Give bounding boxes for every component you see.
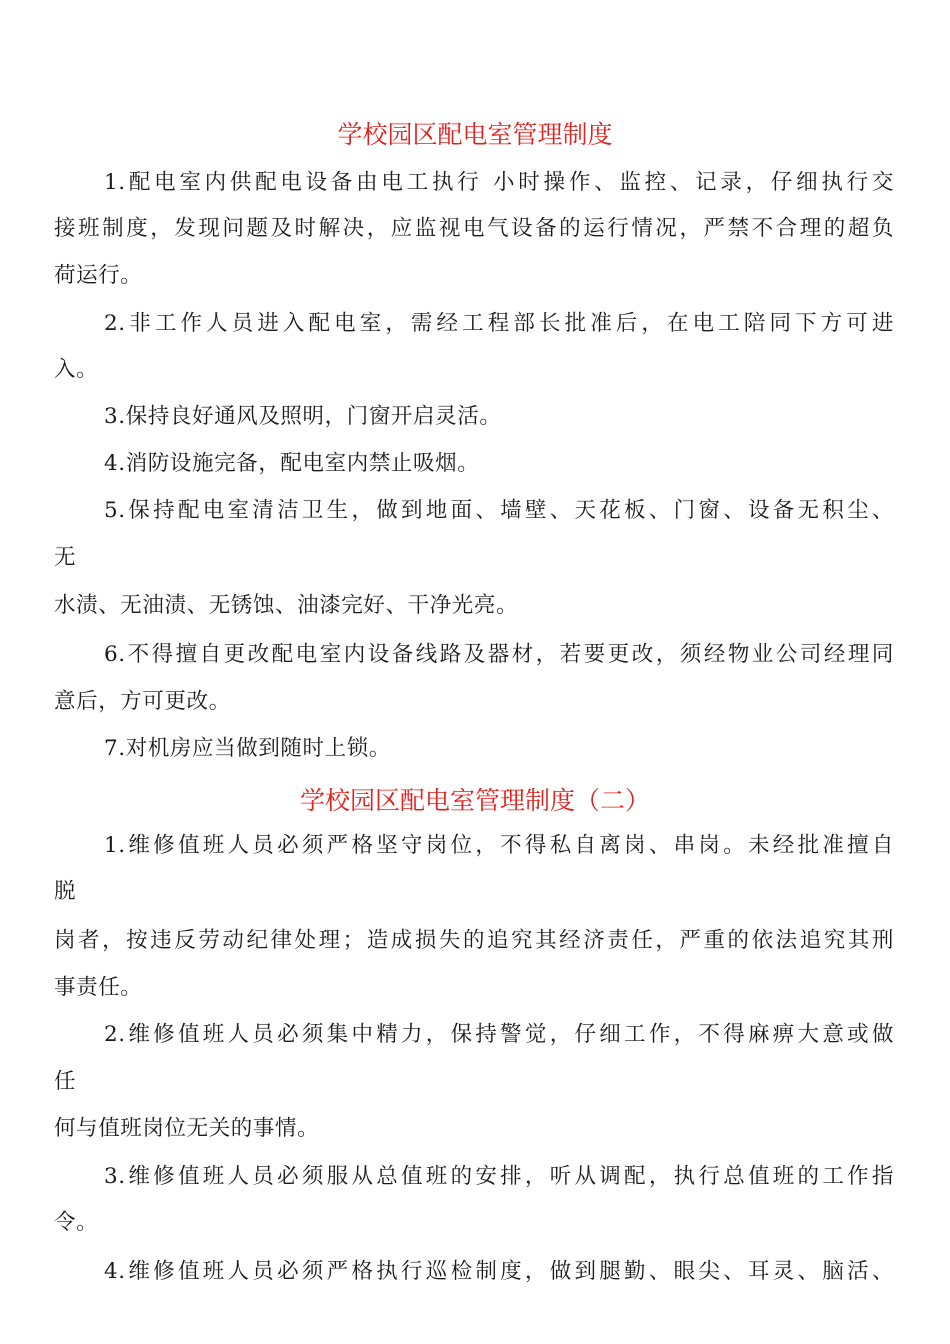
paragraph-line: 3.保持良好通风及照明，门窗开启灵活。: [104, 404, 502, 429]
section-title-1: 学校园区配电室管理制度: [337, 120, 613, 149]
paragraph-line: 无: [54, 545, 77, 570]
paragraph-line: 荷运行。: [54, 263, 143, 288]
paragraph-line: 5.保持配电室清洁卫生，做到地面、墙壁、天花板、门窗、设备无积尘、: [104, 498, 894, 523]
paragraph-line: 1.配电室内供配电设备由电工执行 小时操作、监控、记录，仔细执行交: [104, 170, 894, 195]
paragraph-line: 1.维修值班人员必须严格坚守岗位，不得私自离岗、串岗。未经批准擅自: [104, 833, 894, 858]
paragraph-line: 4.消防设施完备，配电室内禁止吸烟。: [104, 451, 480, 476]
paragraph-line: 意后，方可更改。: [54, 689, 231, 714]
paragraph-line: 4.维修值班人员必须严格执行巡检制度，做到腿勤、眼尖、耳灵、脑活、: [104, 1259, 894, 1284]
paragraph-line: 岗者，按违反劳动纪律处理；造成损失的追究其经济责任，严重的依法追究其刑: [54, 928, 894, 953]
paragraph-line: 何与值班岗位无关的事情。: [54, 1116, 320, 1141]
paragraph-line: 水渍、无油渍、无锈蚀、油漆完好、干净光亮。: [54, 593, 519, 618]
section-title-2: 学校园区配电室管理制度（二）: [299, 786, 650, 815]
paragraph-line: 7.对机房应当做到随时上锁。: [104, 736, 391, 761]
paragraph-line: 接班制度，发现问题及时解决，应监视电气设备的运行情况，严禁不合理的超负: [54, 216, 894, 241]
paragraph-line: 任: [54, 1069, 77, 1094]
paragraph-line: 6.不得擅自更改配电室内设备线路及器材，若要更改，须经物业公司经理同: [104, 642, 894, 667]
paragraph-line: 入。: [54, 357, 99, 382]
paragraph-line: 事责任。: [54, 975, 143, 1000]
paragraph-line: 脱: [54, 879, 77, 904]
paragraph-line: 3.维修值班人员必须服从总值班的安排，听从调配，执行总值班的工作指: [104, 1164, 894, 1189]
paragraph-line: 令。: [54, 1210, 99, 1235]
paragraph-line: 2.维修值班人员必须集中精力，保持警觉，仔细工作，不得麻痹大意或做: [104, 1022, 894, 1047]
paragraph-line: 2.非工作人员进入配电室，需经工程部长批准后，在电工陪同下方可进: [104, 311, 894, 336]
